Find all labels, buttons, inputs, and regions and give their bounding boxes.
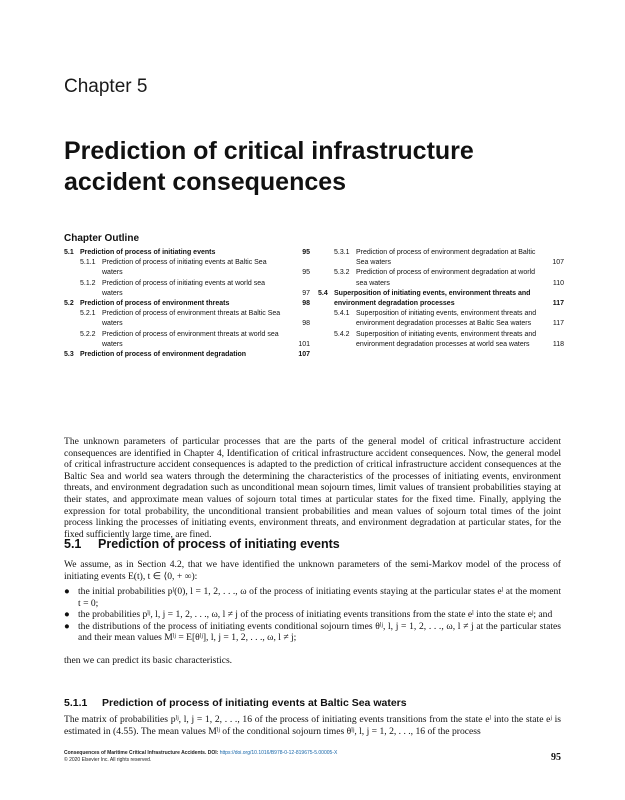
list-item-text: the probabilities pˡʲ, l, j = 1, 2, . . ., ω, l ≠ j of the process of initiating events transitions from the state eˡ into the state eʲ; and <box>78 609 553 621</box>
toc-entry-number: 5.3.1 <box>334 249 350 256</box>
page-number: 95 <box>551 752 561 763</box>
toc-left-column <box>64 248 310 360</box>
toc-entry-page: 98 <box>302 300 310 308</box>
subsection-paragraph: The matrix of probabilities pˡʲ, l, j = 1, 2, . . ., 16 of the process of initiating events transitions from the state eˡ into the state eʲ is estimated in (4.55). The mean values Mˡʲ of the conditional sojourn times θˡʲ, l, j = 1, 2, . . ., 16 of the process <box>64 714 561 737</box>
toc-entry-title: Superposition of initiating events, environment threats and environment degradation processes at Baltic Sea waters <box>356 310 537 328</box>
toc-entry-title: Superposition of initiating events, environment threats and environment degradation processes <box>334 289 531 308</box>
toc-entry-page: 117 <box>552 300 564 308</box>
footer-doi-link[interactable]: https://doi.org/10.1016/B978-0-12-819675-5.00005-X <box>219 750 338 756</box>
toc-entry-page: 118 <box>552 340 564 348</box>
bullet-icon: ● <box>64 620 70 632</box>
toc-entry-page: 95 <box>302 249 310 256</box>
toc-entry-page: 107 <box>552 259 564 267</box>
toc-entry-title: Prediction of process of environment degradation at Baltic Sea waters <box>356 249 536 267</box>
toc-entry[interactable] <box>318 268 564 288</box>
toc-entry-title: Prediction of process of environment threats <box>80 300 230 308</box>
toc-entry[interactable] <box>64 248 310 258</box>
toc-entry[interactable] <box>64 330 310 350</box>
footer-doi-label: DOI: <box>207 750 219 756</box>
page-footer <box>64 750 337 764</box>
toc-entry-number: 5.3.2 <box>334 269 350 277</box>
subsection-heading <box>64 697 407 709</box>
toc-entry[interactable] <box>64 309 310 329</box>
toc-entry-number: 5.4.2 <box>334 330 350 338</box>
intro-paragraph: The unknown parameters of particular processes that are the parts of the general model of critical infrastructure accident consequences are identified in Chapter 4, Identification of critical infrastructure accident consequences. Now, the general model of critical infrastructure accident consequences is adapted to the prediction of critical infrastructure accident consequences at the Baltic Sea and world sea waters through the determining the characteristics of the processes of initiating events, environment threats, and environment degradation such as unconditional mean sojourn times, limit values of transient probabilities staying at their states, and approximate mean values of sojourn total times at particular states for the fixed time. Finally, applying the expression for total probability, the unconditional transient probabilities and mean values of sojourn total times of the joint process linking the processes of initiating events, environment threats, and environment degradation at particular states, for the fixed sufficiently large time, are fined. <box>64 436 561 540</box>
toc-entry-page: 97 <box>302 289 310 297</box>
list-item-text: the initial probabilities pˡ(0), l = 1, 2, . . ., ω of the process of initiating events staying at the particular states eˡ at the moment t = 0; <box>78 586 561 609</box>
toc-entry-title: Prediction of process of environment threats at world sea waters <box>102 330 279 348</box>
toc-entry-page: 110 <box>552 279 564 287</box>
toc-entry-page: 107 <box>298 351 310 359</box>
toc-entry-title: Prediction of process of environment threats at Baltic Sea waters <box>102 310 281 328</box>
toc-entry-number: 5.4 <box>318 289 328 297</box>
after-list-paragraph: then we can predict its basic characteristics. <box>64 655 233 666</box>
chapter-label: Chapter 5 <box>64 76 148 97</box>
chapter-title: Prediction of critical infrastructure accident consequences <box>64 137 474 196</box>
toc-entry-title: Prediction of process of environment degradation at world sea waters <box>356 269 535 287</box>
section-intro-paragraph: We assume, as in Section 4.2, that we have identified the unknown parameters of the semi-Markov model of the process of initiating events E(t), t ∈ ⟨0, + ∞): <box>64 559 561 582</box>
toc-entry[interactable] <box>64 279 310 299</box>
footer-book-title: Consequences of Maritime Critical Infrastructure Accidents. <box>64 750 207 756</box>
toc-entry[interactable] <box>318 309 564 329</box>
chapter-outline-heading: Chapter Outline <box>64 233 140 244</box>
bullet-icon: ● <box>64 609 70 621</box>
subsection-title: Prediction of process of initiating events at Baltic Sea waters <box>102 697 407 709</box>
toc-entry-page: 95 <box>302 269 310 277</box>
toc-entry[interactable] <box>318 289 564 309</box>
list-item <box>64 621 561 644</box>
subsection-number: 5.1.1 <box>64 697 88 709</box>
toc-entry[interactable] <box>64 258 310 278</box>
toc-entry[interactable] <box>64 350 310 360</box>
footer-copyright: © 2020 Elsevier Inc. All rights reserved. <box>64 757 152 763</box>
bullet-icon: ● <box>64 586 70 597</box>
toc-entry-number: 5.2.2 <box>80 330 96 338</box>
section-number: 5.1 <box>64 537 82 551</box>
toc-entry-title: Prediction of process of initiating events at world sea waters <box>102 279 266 297</box>
section-title: Prediction of process of initiating events <box>98 537 340 551</box>
toc-entry-number: 5.3 <box>64 351 74 359</box>
toc-entry[interactable] <box>318 248 564 268</box>
toc-entry-title: Prediction of process of initiating events <box>80 249 216 256</box>
toc-entry-title: Prediction of process of initiating events at Baltic Sea waters <box>102 259 267 277</box>
toc-entry-page: 117 <box>552 320 564 328</box>
toc-entry-number: 5.1 <box>64 249 74 256</box>
toc-right-column <box>318 248 564 350</box>
toc-entry-number: 5.1.2 <box>80 279 96 287</box>
toc-entry[interactable] <box>318 330 564 350</box>
toc-entry-number: 5.4.1 <box>334 310 350 318</box>
assumption-list <box>64 586 561 644</box>
toc-entry[interactable] <box>64 299 310 309</box>
list-item <box>64 609 561 621</box>
section-heading <box>64 537 340 551</box>
toc-entry-title: Superposition of initiating events, environment threats and environment degradation processes at world sea waters <box>356 330 537 348</box>
list-item-text: the distributions of the process of initiating events conditional sojourn times θˡʲ, l, j = 1, 2, . . ., ω, l ≠ j at the particular states and their mean values Mˡʲ = E[θˡʲ], l, j = 1, 2, . . ., ω, l ≠ j; <box>78 620 561 644</box>
toc-entry-number: 5.2 <box>64 300 74 308</box>
toc-entry-page: 98 <box>302 320 310 328</box>
list-item <box>64 586 561 609</box>
toc-entry-number: 5.1.1 <box>80 259 96 267</box>
toc-entry-page: 101 <box>298 340 310 348</box>
toc-entry-title: Prediction of process of environment degradation <box>80 351 247 359</box>
toc-entry-number: 5.2.1 <box>80 310 96 318</box>
